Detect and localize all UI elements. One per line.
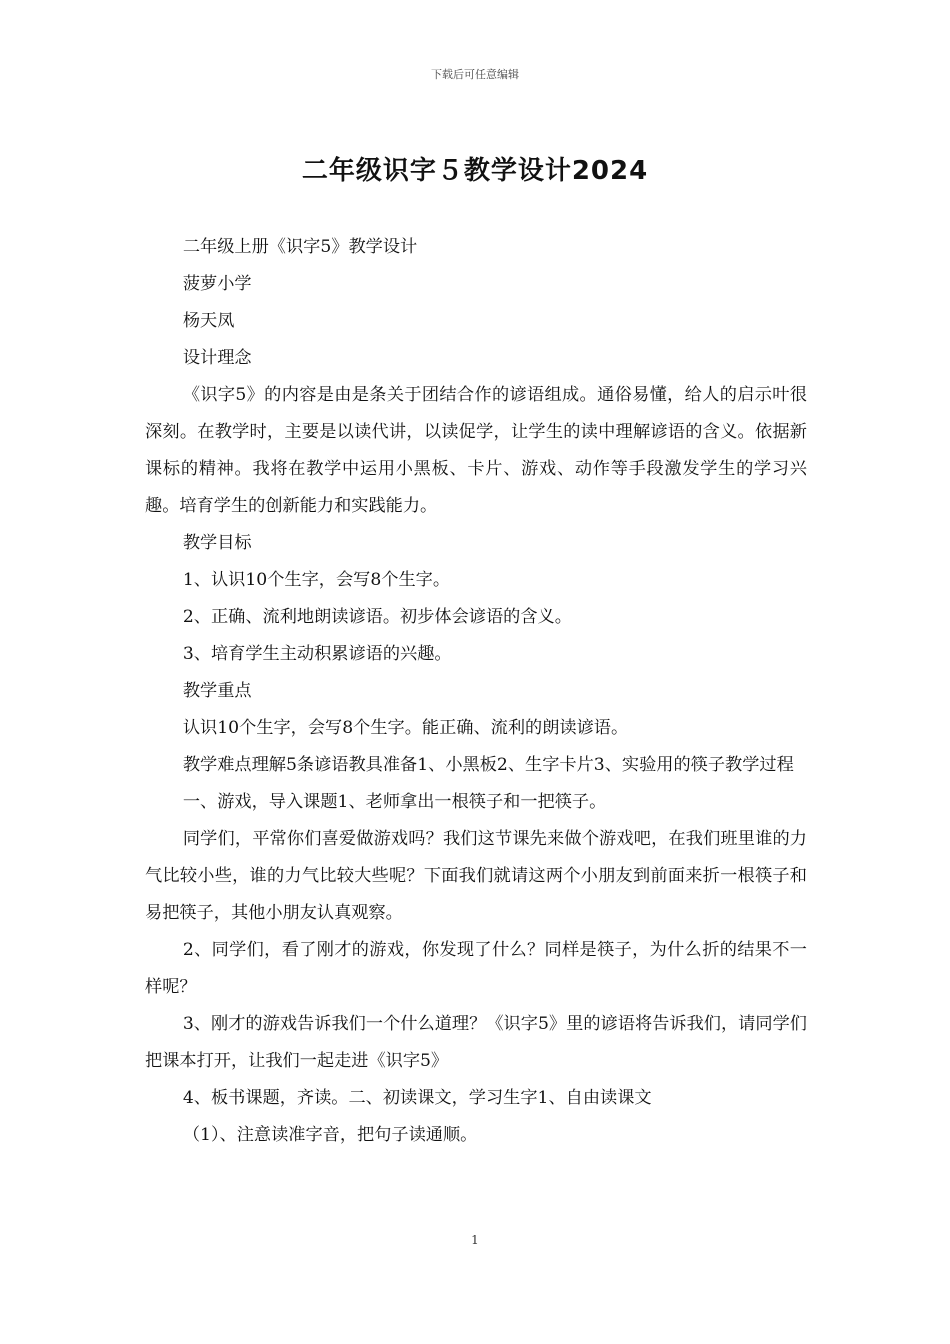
list-item: 1、认识10个生字，会写8个生字。 <box>182 570 451 590</box>
list-item: 3、培育学生主动积累谚语的兴趣。 <box>182 644 452 664</box>
paragraph: 二年级上册《识字5》教学设计 <box>182 237 418 257</box>
document-title: 二年级识字５教学设计2024 <box>301 156 649 186</box>
paragraph: 3、刚才的游戏告诉我们一个什么道理？《识字5》里的谚语将告诉我们，请同学们把课本打开，让我们一起走进《识字5》 <box>145 1014 807 1071</box>
section-heading: 教学重点 <box>182 681 252 701</box>
paragraph: 4、板书课题，齐读。二、初读课文，学习生字1、自由读课文 <box>182 1088 652 1108</box>
paragraph: 一、游戏，导入课题1、老师拿出一根筷子和一把筷子。 <box>182 792 607 812</box>
paragraph: 教学难点理解5条谚语教具准备1、小黑板2、生字卡片3、实验用的筷子教学过程 <box>182 755 794 775</box>
paragraph: 同学们，平常你们喜爱做游戏吗？我们这节课先来做个游戏吧，在我们班里谁的力气比较小些，谁的力气比较大些呢？下面我们就请这两个小朋友到前面来折一根筷子和易把筷子，其他小朋友认真观察。 <box>145 829 807 923</box>
page-header-note: 下载后可任意编辑 <box>431 68 519 81</box>
paragraph: 《识字5》的内容是由是条关于团结合作的谚语组成。通俗易懂，给人的启示叶很深刻。在教学时，主要是以读代讲，以读促学，让学生的读中理解谚语的含义。依据新课标的精神。我将在教学中运用小黑板、卡片、游戏、动作等手段激发学生的学习兴趣。培育学生的创新能力和实践能力。 <box>145 385 807 516</box>
page-number: 1 <box>471 1233 479 1247</box>
paragraph: （1）、注意读准字音，把句子读通顺。 <box>182 1125 478 1145</box>
document-body <box>145 229 807 1154</box>
paragraph: 认识10个生字，会写8个生字。能正确、流利的朗读谚语。 <box>182 718 629 738</box>
section-heading: 设计理念 <box>182 348 252 368</box>
paragraph: 2、同学们，看了刚才的游戏，你发现了什么？同样是筷子，为什么折的结果不一样呢？ <box>145 940 807 997</box>
paragraph: 杨天凤 <box>182 311 235 331</box>
section-heading: 教学目标 <box>182 533 252 553</box>
paragraph: 菠萝小学 <box>182 274 252 294</box>
list-item: 2、正确、流利地朗读谚语。初步体会谚语的含义。 <box>182 607 572 627</box>
